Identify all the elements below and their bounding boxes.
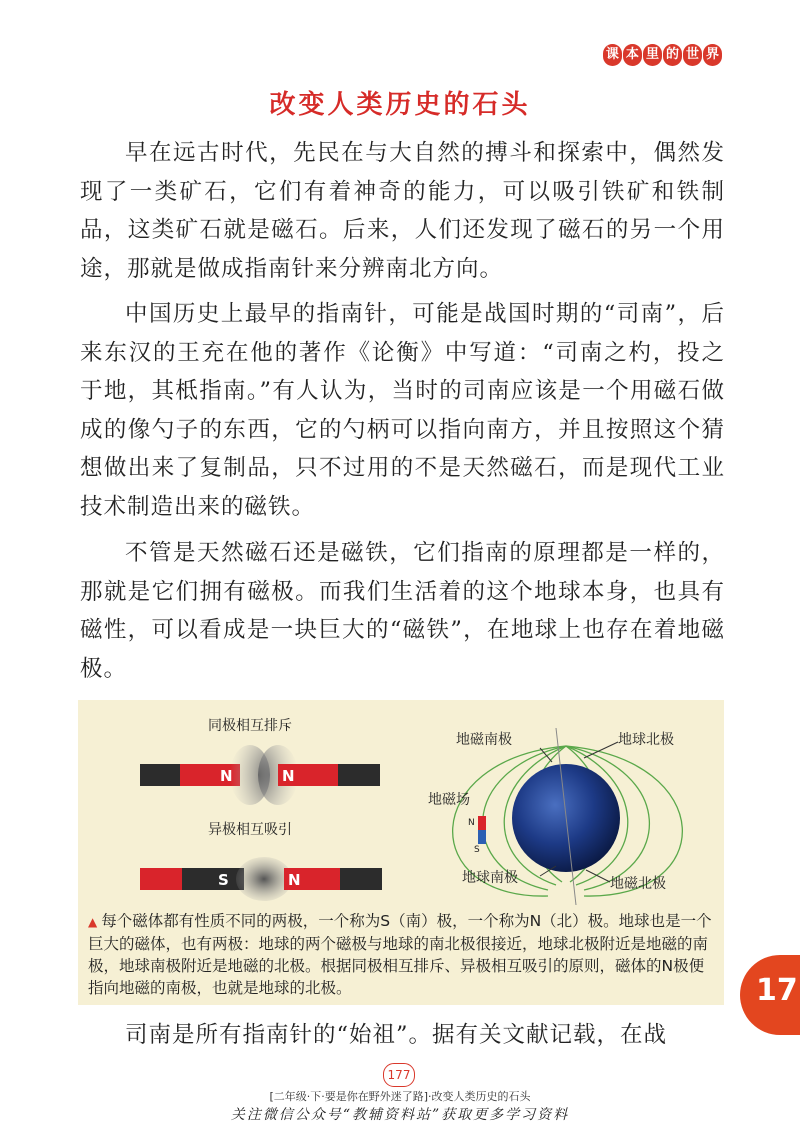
chapter-tab-number: 17: [756, 973, 798, 1008]
geo-north-pole-label: 地磁北极: [610, 876, 666, 892]
attract-right-pole: N: [288, 871, 301, 889]
compass-n-label: N: [468, 818, 475, 828]
repel-left-magnet-black: [140, 764, 180, 786]
section-tag-char: 的: [663, 44, 682, 66]
compass-s-label: S: [474, 845, 480, 855]
attract-left-magnet-red: [140, 868, 182, 890]
magnet-figure: [78, 700, 724, 1005]
paragraph-1-text: 早在远古时代，先民在与大自然的搏斗和探索中，偶然发现了一类矿石，它们有着神奇的能力，可以吸引铁矿和铁制品，这类矿石就是磁石。后来，人们还发现了磁石的另一个用途，那就是做成指南针来分辨南北方向。: [80, 140, 725, 282]
section-tag-char: 里: [643, 44, 662, 66]
paragraph-1: [80, 134, 725, 288]
paragraph-2: [80, 295, 725, 526]
attract-left-magnet-black: [182, 868, 244, 890]
paragraph-4: [80, 1016, 725, 1055]
figure-caption: [88, 910, 716, 999]
book-info: [二年级·下·要是你在野外迷了路]·改变人类历史的石头: [269, 1090, 531, 1103]
compass-icon: [468, 816, 486, 855]
magnet-illustration: [78, 700, 724, 910]
paragraph-3-text: 不管是天然磁石还是磁铁，它们指南的原理都是一样的，那就是它们拥有磁极。而我们生活着的这个地球本身，也具有磁性，可以看成是一块巨大的“磁铁”，在地球上也存在着地磁极。: [80, 540, 725, 682]
section-tag-char: 课: [603, 44, 622, 66]
attract-magnets: [140, 857, 382, 901]
earth-south-pole-label: 地球南极: [462, 870, 518, 886]
paragraph-4-text: 司南是所有指南针的“始祖”。据有关文献记载，在战: [125, 1022, 668, 1048]
repel-magnets: [140, 745, 380, 805]
promo-text: 关注微信公众号“教辅资料站”获取更多学习资料: [230, 1107, 570, 1123]
article-title: 改变人类历史的石头: [269, 90, 531, 120]
attract-filings: [236, 857, 292, 901]
section-tag: [603, 44, 722, 66]
attract-right-magnet-black: [340, 868, 382, 890]
attract-label: 异极相互吸引: [208, 822, 292, 838]
caption-triangle-icon: ▲: [88, 915, 98, 929]
repel-label: 同极相互排斥: [208, 718, 292, 734]
paragraph-3: [80, 534, 725, 688]
chapter-tab: [740, 955, 800, 1035]
section-tag-char: 本: [623, 44, 642, 66]
section-tag-char: 界: [703, 44, 722, 66]
repel-left-pole: N: [220, 767, 233, 785]
page-number: 177: [383, 1063, 415, 1087]
paragraph-2-text: 中国历史上最早的指南针，可能是战国时期的“司南”，后来东汉的王充在他的著作《论衡》中写道：“司南之杓，投之于地，其柢指南。”有人认为，当时的司南应该是一个用磁石做成的像勺子的东西，它的勺柄可以指向南方，并且按照这个猜想做出来了复制品，只不过用的不是天然磁石，而是现代工业技术制造出来的磁铁。: [80, 301, 725, 520]
repel-right-pole: N: [282, 767, 295, 785]
earth-north-pole-label: 地球北极: [618, 732, 674, 748]
repel-right-magnet-black: [338, 764, 380, 786]
section-tag-char: 世: [683, 44, 702, 66]
caption-text: 每个磁体都有性质不同的两极，一个称为S（南）极，一个称为N（北）极。地球也是一个巨大的磁体，也有两极：地球的两个磁极与地球的南北极很接近，地球北极附近是地磁的南极，地球南极附近是地磁的北极。根据同极相互排斥、异极相互吸引的原则，磁体的N极便指向地磁的南极，也就是地球的北极。: [88, 912, 712, 997]
geo-south-pole-label: 地磁南极: [456, 732, 512, 748]
attract-left-pole: S: [218, 871, 229, 889]
geo-field-label: 地磁场: [428, 792, 470, 808]
